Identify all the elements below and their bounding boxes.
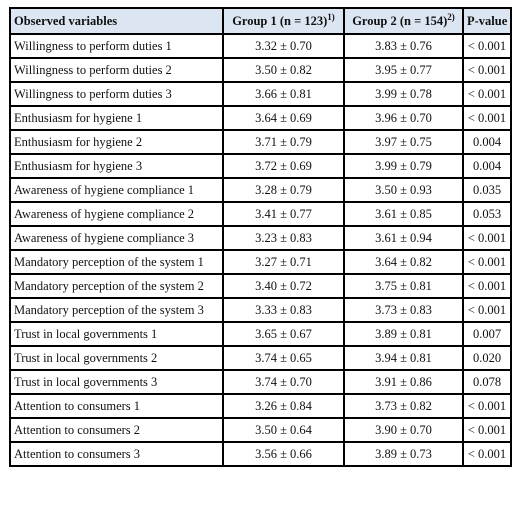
table-body xyxy=(10,34,511,466)
table-row xyxy=(10,154,511,178)
cell-p-value: < 0.001 xyxy=(463,226,511,250)
cell-observed-variable: Awareness of hygiene compliance 1 xyxy=(10,178,223,202)
cell-group-2-value: 3.50 ± 0.93 xyxy=(344,178,463,202)
cell-group-1-value: 3.56 ± 0.66 xyxy=(223,442,344,466)
cell-p-value: 0.035 xyxy=(463,178,511,202)
cell-group-1-value: 3.27 ± 0.71 xyxy=(223,250,344,274)
table-row xyxy=(10,34,511,58)
cell-observed-variable: Willingness to perform duties 2 xyxy=(10,58,223,82)
cell-observed-variable: Attention to consumers 1 xyxy=(10,394,223,418)
cell-group-1-value: 3.23 ± 0.83 xyxy=(223,226,344,250)
cell-observed-variable: Trust in local governments 3 xyxy=(10,370,223,394)
cell-group-1-value: 3.28 ± 0.79 xyxy=(223,178,344,202)
cell-p-value: 0.004 xyxy=(463,130,511,154)
comparison-table-container xyxy=(9,7,510,467)
table-row xyxy=(10,226,511,250)
table-row xyxy=(10,298,511,322)
cell-p-value: < 0.001 xyxy=(463,394,511,418)
cell-group-2-value: 3.61 ± 0.94 xyxy=(344,226,463,250)
cell-p-value: 0.053 xyxy=(463,202,511,226)
cell-group-2-value: 3.91 ± 0.86 xyxy=(344,370,463,394)
cell-p-value: < 0.001 xyxy=(463,82,511,106)
cell-group-2-value: 3.83 ± 0.76 xyxy=(344,34,463,58)
table-row xyxy=(10,322,511,346)
header-group-1 xyxy=(223,8,344,34)
cell-group-2-value: 3.94 ± 0.81 xyxy=(344,346,463,370)
cell-p-value: < 0.001 xyxy=(463,250,511,274)
cell-group-2-value: 3.97 ± 0.75 xyxy=(344,130,463,154)
table-row xyxy=(10,394,511,418)
cell-p-value: < 0.001 xyxy=(463,58,511,82)
cell-observed-variable: Trust in local governments 2 xyxy=(10,346,223,370)
cell-group-1-value: 3.33 ± 0.83 xyxy=(223,298,344,322)
cell-group-2-value: 3.89 ± 0.73 xyxy=(344,442,463,466)
cell-group-1-value: 3.32 ± 0.70 xyxy=(223,34,344,58)
table-row xyxy=(10,58,511,82)
header-group-1-label: Group 1 (n = 123) xyxy=(232,14,328,28)
cell-group-2-value: 3.75 ± 0.81 xyxy=(344,274,463,298)
cell-group-1-value: 3.50 ± 0.82 xyxy=(223,58,344,82)
table-row xyxy=(10,346,511,370)
table-row xyxy=(10,82,511,106)
cell-p-value: 0.007 xyxy=(463,322,511,346)
cell-group-2-value: 3.64 ± 0.82 xyxy=(344,250,463,274)
cell-group-1-value: 3.66 ± 0.81 xyxy=(223,82,344,106)
cell-group-1-value: 3.71 ± 0.79 xyxy=(223,130,344,154)
table-row xyxy=(10,274,511,298)
cell-p-value: < 0.001 xyxy=(463,418,511,442)
cell-p-value: < 0.001 xyxy=(463,298,511,322)
cell-group-2-value: 3.61 ± 0.85 xyxy=(344,202,463,226)
cell-observed-variable: Attention to consumers 3 xyxy=(10,442,223,466)
table-row xyxy=(10,370,511,394)
cell-observed-variable: Enthusiasm for hygiene 3 xyxy=(10,154,223,178)
cell-group-1-value: 3.50 ± 0.64 xyxy=(223,418,344,442)
cell-group-2-value: 3.95 ± 0.77 xyxy=(344,58,463,82)
table-row xyxy=(10,178,511,202)
cell-observed-variable: Mandatory perception of the system 3 xyxy=(10,298,223,322)
cell-group-1-value: 3.40 ± 0.72 xyxy=(223,274,344,298)
header-observed-variables: Observed variables xyxy=(10,8,223,34)
cell-observed-variable: Enthusiasm for hygiene 1 xyxy=(10,106,223,130)
cell-observed-variable: Trust in local governments 1 xyxy=(10,322,223,346)
cell-group-2-value: 3.96 ± 0.70 xyxy=(344,106,463,130)
comparison-table xyxy=(9,7,512,467)
header-group-1-footnote: 1) xyxy=(327,12,335,22)
header-p-value: P-value xyxy=(463,8,511,34)
cell-group-1-value: 3.74 ± 0.70 xyxy=(223,370,344,394)
table-row xyxy=(10,106,511,130)
table-row xyxy=(10,130,511,154)
header-group-2-label: Group 2 (n = 154) xyxy=(352,14,448,28)
cell-group-1-value: 3.72 ± 0.69 xyxy=(223,154,344,178)
cell-group-1-value: 3.41 ± 0.77 xyxy=(223,202,344,226)
header-group-2 xyxy=(344,8,463,34)
cell-observed-variable: Mandatory perception of the system 2 xyxy=(10,274,223,298)
cell-group-2-value: 3.99 ± 0.79 xyxy=(344,154,463,178)
cell-p-value: < 0.001 xyxy=(463,34,511,58)
table-row xyxy=(10,418,511,442)
cell-group-2-value: 3.99 ± 0.78 xyxy=(344,82,463,106)
cell-p-value: < 0.001 xyxy=(463,274,511,298)
cell-group-2-value: 3.89 ± 0.81 xyxy=(344,322,463,346)
cell-observed-variable: Enthusiasm for hygiene 2 xyxy=(10,130,223,154)
cell-observed-variable: Awareness of hygiene compliance 2 xyxy=(10,202,223,226)
cell-p-value: 0.004 xyxy=(463,154,511,178)
cell-group-2-value: 3.73 ± 0.83 xyxy=(344,298,463,322)
cell-observed-variable: Mandatory perception of the system 1 xyxy=(10,250,223,274)
cell-group-1-value: 3.65 ± 0.67 xyxy=(223,322,344,346)
table-row xyxy=(10,442,511,466)
cell-group-2-value: 3.73 ± 0.82 xyxy=(344,394,463,418)
cell-group-1-value: 3.26 ± 0.84 xyxy=(223,394,344,418)
cell-group-1-value: 3.64 ± 0.69 xyxy=(223,106,344,130)
cell-observed-variable: Awareness of hygiene compliance 3 xyxy=(10,226,223,250)
header-group-2-footnote: 2) xyxy=(447,12,455,22)
cell-p-value: < 0.001 xyxy=(463,106,511,130)
cell-observed-variable: Willingness to perform duties 3 xyxy=(10,82,223,106)
cell-observed-variable: Attention to consumers 2 xyxy=(10,418,223,442)
table-row xyxy=(10,202,511,226)
cell-p-value: 0.078 xyxy=(463,370,511,394)
cell-observed-variable: Willingness to perform duties 1 xyxy=(10,34,223,58)
cell-group-1-value: 3.74 ± 0.65 xyxy=(223,346,344,370)
cell-p-value: < 0.001 xyxy=(463,442,511,466)
header-row xyxy=(10,8,511,34)
table-row xyxy=(10,250,511,274)
cell-p-value: 0.020 xyxy=(463,346,511,370)
cell-group-2-value: 3.90 ± 0.70 xyxy=(344,418,463,442)
